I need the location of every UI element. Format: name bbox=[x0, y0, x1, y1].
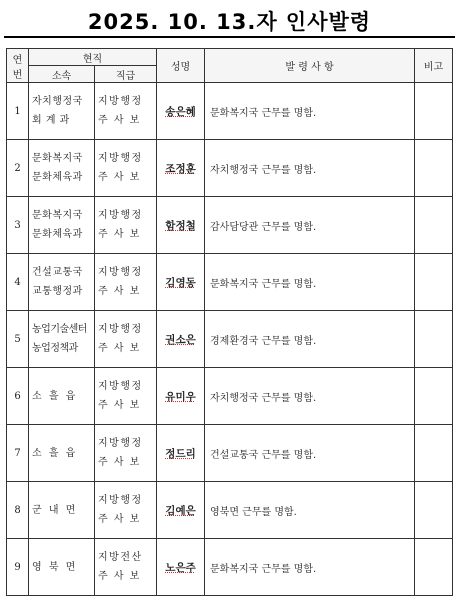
row-dept bbox=[29, 425, 95, 482]
table-row bbox=[7, 482, 453, 539]
row-dept-line2: 교통행정과 bbox=[32, 286, 83, 297]
row-note bbox=[415, 140, 453, 197]
row-name bbox=[157, 425, 205, 482]
row-rank bbox=[95, 83, 157, 140]
table-row bbox=[7, 425, 453, 482]
table-row bbox=[7, 311, 453, 368]
row-name-text: 노은주 bbox=[165, 561, 196, 574]
row-number: 4 bbox=[7, 254, 29, 311]
row-note bbox=[415, 83, 453, 140]
row-rank-line1: 지방행정 bbox=[98, 267, 143, 278]
row-number: 8 bbox=[7, 482, 29, 539]
row-number: 6 bbox=[7, 368, 29, 425]
row-name-text: 함정철 bbox=[165, 219, 196, 232]
row-dept-line1: 문화복지국 bbox=[32, 153, 83, 164]
row-number: 9 bbox=[7, 539, 29, 596]
row-name-text: 김예은 bbox=[165, 504, 196, 517]
row-rank-line1: 지방행정 bbox=[98, 96, 143, 107]
row-rank bbox=[95, 140, 157, 197]
row-order: 자치행정국 근무를 명함. bbox=[205, 368, 415, 425]
row-name bbox=[157, 83, 205, 140]
row-name bbox=[157, 539, 205, 596]
row-dept-line1: 농업기술센터 bbox=[32, 324, 87, 335]
row-rank-line1: 지방행정 bbox=[98, 210, 143, 221]
row-order: 영북면 근무를 명함. bbox=[205, 482, 415, 539]
row-dept-line2: 문화체육과 bbox=[32, 229, 83, 240]
header-order: 발 령 사 항 bbox=[205, 49, 415, 83]
row-dept-line1: 군 내 면 bbox=[32, 504, 78, 516]
row-dept bbox=[29, 311, 95, 368]
row-note bbox=[415, 425, 453, 482]
row-rank bbox=[95, 539, 157, 596]
row-rank-line1: 지방행정 bbox=[98, 495, 143, 506]
row-rank bbox=[95, 425, 157, 482]
row-rank-line1: 지방행정 bbox=[98, 438, 143, 449]
table-row bbox=[7, 368, 453, 425]
row-dept-line1: 영 북 면 bbox=[32, 561, 78, 573]
row-order: 감사담당관 근무를 명함. bbox=[205, 197, 415, 254]
row-dept-line1: 문화복지국 bbox=[32, 210, 83, 221]
row-rank-line1: 지방행정 bbox=[98, 153, 143, 164]
row-name bbox=[157, 368, 205, 425]
row-order: 경제환경국 근무를 명함. bbox=[205, 311, 415, 368]
row-dept bbox=[29, 539, 95, 596]
row-name-text: 권소은 bbox=[165, 333, 196, 346]
row-number: 5 bbox=[7, 311, 29, 368]
row-rank bbox=[95, 254, 157, 311]
row-note bbox=[415, 482, 453, 539]
document-title: 2025. 10. 13.자 인사발령 bbox=[87, 10, 372, 34]
row-rank-line2: 주 사 보 bbox=[98, 400, 141, 411]
header-rank: 직급 bbox=[95, 66, 157, 83]
row-rank-line2: 주 사 보 bbox=[98, 229, 141, 240]
row-order: 문화복지국 근무를 명함. bbox=[205, 83, 415, 140]
header-note: 비고 bbox=[415, 49, 453, 83]
row-name bbox=[157, 140, 205, 197]
row-dept-line2: 농업정책과 bbox=[32, 343, 78, 354]
row-rank-line1: 지방전산 bbox=[98, 552, 143, 563]
row-dept-line2: 회 계 과 bbox=[32, 115, 70, 126]
row-rank bbox=[95, 311, 157, 368]
row-name-text: 유미우 bbox=[165, 390, 196, 403]
table-row bbox=[7, 83, 453, 140]
table-row bbox=[7, 254, 453, 311]
row-name bbox=[157, 311, 205, 368]
row-rank-line2: 주 사 보 bbox=[98, 172, 141, 183]
row-name-text: 조정훈 bbox=[165, 162, 196, 175]
row-rank-line1: 지방행정 bbox=[98, 324, 143, 335]
row-order: 건설교통국 근무를 명함. bbox=[205, 425, 415, 482]
header-number-top: 연 bbox=[12, 54, 23, 66]
row-dept-line1: 건설교통국 bbox=[32, 267, 83, 278]
row-rank-line2: 주 사 보 bbox=[98, 115, 141, 126]
row-dept bbox=[29, 482, 95, 539]
title-underline bbox=[4, 36, 455, 38]
row-dept-line1: 소 흘 읍 bbox=[32, 447, 78, 459]
header-number-bottom: 번 bbox=[12, 69, 23, 81]
row-dept bbox=[29, 368, 95, 425]
row-dept-line1: 자치행정국 bbox=[32, 96, 83, 107]
row-note bbox=[415, 368, 453, 425]
row-rank-line2: 주 사 보 bbox=[98, 514, 141, 525]
table-row bbox=[7, 197, 453, 254]
row-rank bbox=[95, 368, 157, 425]
row-number: 2 bbox=[7, 140, 29, 197]
row-note bbox=[415, 254, 453, 311]
header-current-position: 현직 bbox=[29, 49, 157, 66]
row-name-text: 정드리 bbox=[165, 447, 196, 460]
row-dept bbox=[29, 197, 95, 254]
row-rank-line1: 지방행정 bbox=[98, 381, 143, 392]
row-rank bbox=[95, 482, 157, 539]
row-note bbox=[415, 311, 453, 368]
header-dept: 소속 bbox=[29, 66, 95, 83]
row-dept-line2: 문화체육과 bbox=[32, 172, 83, 183]
row-rank-line2: 주 사 보 bbox=[98, 286, 141, 297]
row-rank-line2: 주 사 보 bbox=[98, 343, 141, 354]
row-dept-line1: 소 흘 읍 bbox=[32, 390, 78, 402]
row-note bbox=[415, 539, 453, 596]
row-number: 1 bbox=[7, 83, 29, 140]
header-number bbox=[7, 49, 29, 83]
row-name-text: 송은혜 bbox=[165, 105, 196, 118]
row-dept bbox=[29, 140, 95, 197]
row-dept bbox=[29, 254, 95, 311]
row-name bbox=[157, 197, 205, 254]
table-row bbox=[7, 539, 453, 596]
personnel-order-table bbox=[6, 48, 453, 596]
row-name bbox=[157, 254, 205, 311]
row-number: 7 bbox=[7, 425, 29, 482]
row-name bbox=[157, 482, 205, 539]
row-rank-line2: 주 사 보 bbox=[98, 457, 141, 468]
row-rank-line2: 주 사 보 bbox=[98, 571, 141, 582]
row-note bbox=[415, 197, 453, 254]
row-order: 문화복지국 근무를 명함. bbox=[205, 254, 415, 311]
row-rank bbox=[95, 197, 157, 254]
row-dept bbox=[29, 83, 95, 140]
row-number: 3 bbox=[7, 197, 29, 254]
header-name: 성명 bbox=[157, 49, 205, 83]
row-order: 문화복지국 근무를 명함. bbox=[205, 539, 415, 596]
table-row bbox=[7, 140, 453, 197]
row-name-text: 김영동 bbox=[165, 276, 196, 289]
row-order: 자치행정국 근무를 명함. bbox=[205, 140, 415, 197]
